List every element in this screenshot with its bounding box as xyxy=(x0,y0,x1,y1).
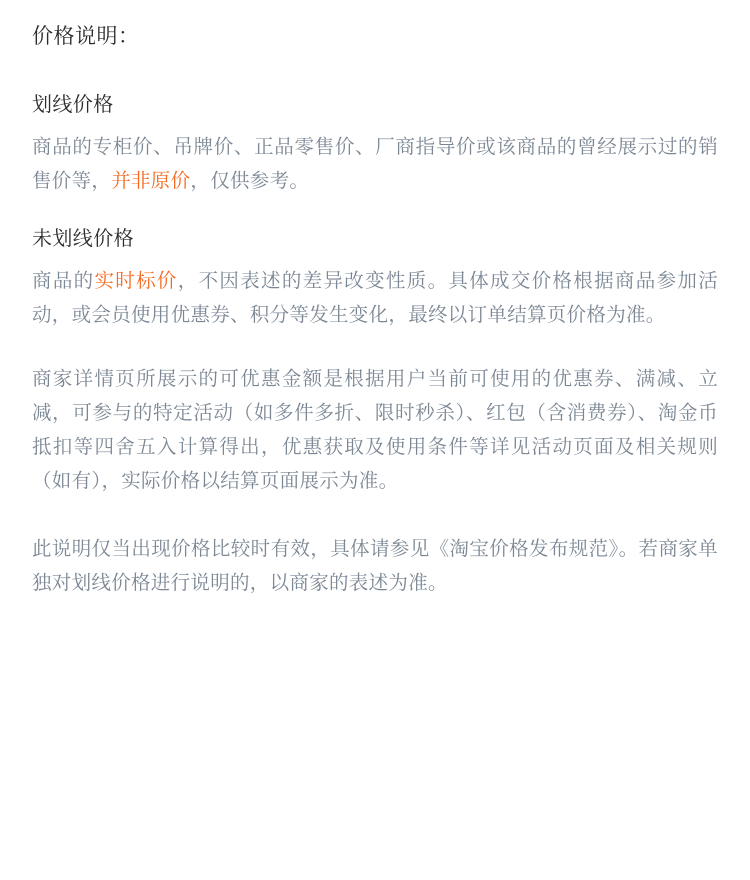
section-non-strikethrough-price xyxy=(32,224,718,332)
paragraph-disclaimer: 此说明仅当出现价格比较时有效，具体请参见《淘宝价格发布规范》。若商家单独对划线价格进行说明的，以商家的表述为准。 xyxy=(32,538,718,594)
text-run: 商品的专柜价、吊牌价、正品零售价、厂商指导价或该商品的曾经展示过的销售价等， xyxy=(32,136,718,192)
section-strikethrough-price xyxy=(32,90,718,198)
section-body-strikethrough-price xyxy=(32,130,718,198)
highlight-text-run: 并非原价 xyxy=(111,170,191,192)
section-heading-non-strikethrough-price: 未划线价格 xyxy=(32,228,134,250)
text-run: ，不因表述的差异改变性质。具体成交价格根据商品参加活动，或会员使用优惠券、积分等发生变化，最终以订单结算页价格为准。 xyxy=(32,270,719,326)
section-body-non-strikethrough-price xyxy=(32,264,718,332)
text-run: 商品的 xyxy=(32,270,95,292)
text-run: ，仅供参考。 xyxy=(190,170,310,192)
page-title: 价格说明： xyxy=(32,25,140,48)
paragraph-discount-amount: 商家详情页所展示的可优惠金额是根据用户当前可使用的优惠券、满减、立减，可参与的特定活动（如多件多折、限时秒杀）、红包（含消费券）、淘金币抵扣等四舍五入计算得出，优惠获取及使用条件等详见活动页面及相关规则（如有），实际价格以结算页面展示为准。 xyxy=(32,368,718,492)
highlight-text-run: 实时标价 xyxy=(94,270,178,292)
section-heading-strikethrough-price: 划线价格 xyxy=(32,94,114,116)
